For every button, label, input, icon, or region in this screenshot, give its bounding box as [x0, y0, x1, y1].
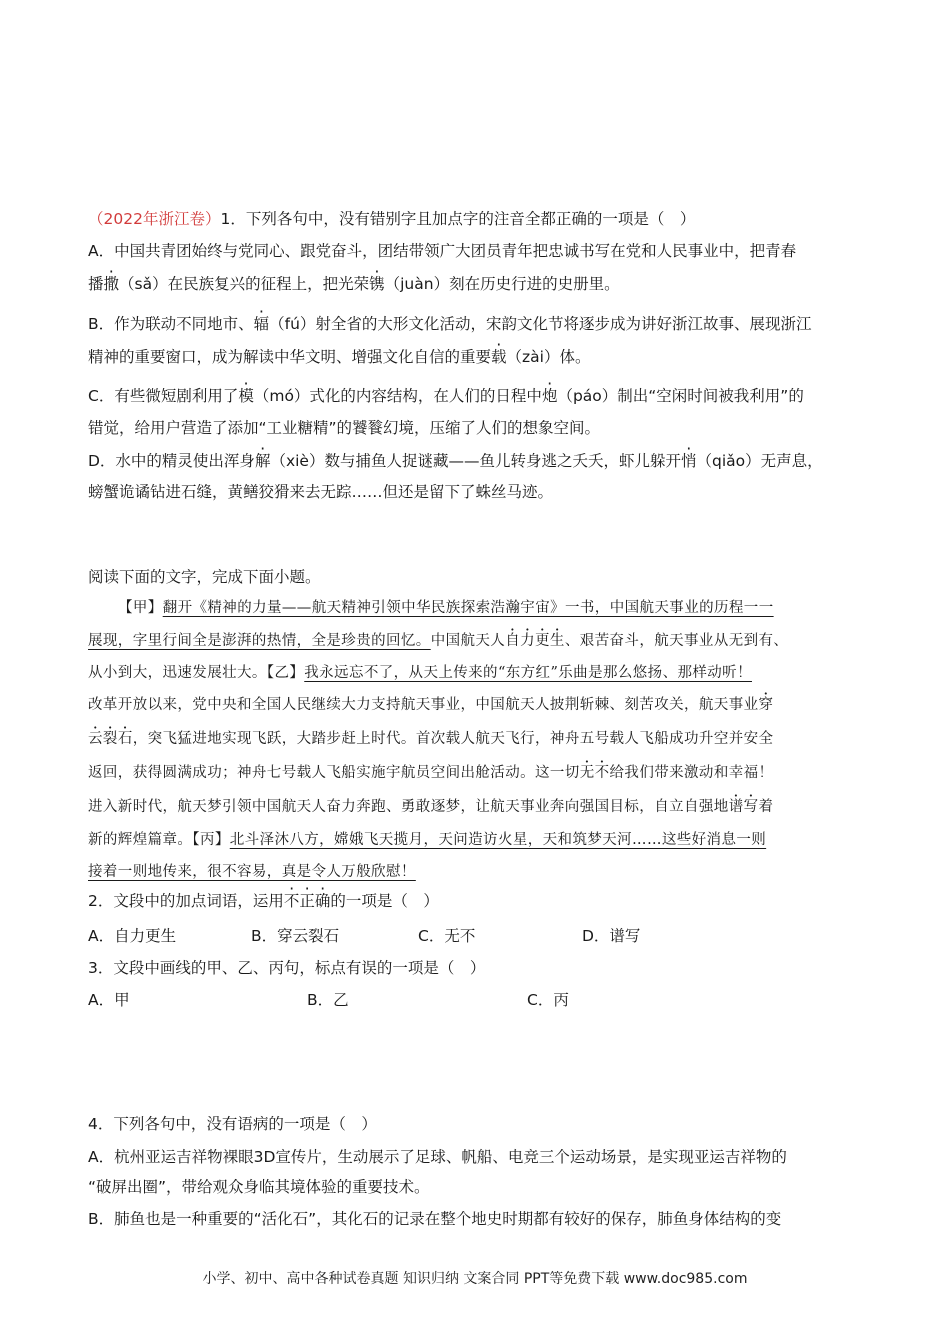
underlined-text: 翻开《精神的力量——航天精神引领中华民族探索浩瀚宇宙》一书，中国航天事业的历程一一	[162, 600, 774, 616]
underlined-text: 展现，字里行间全是澎湃的热情，全是珍贵的回忆。	[88, 633, 431, 649]
q4-option-a-line2: “破屏出圈”，带给观众身临其境体验的重要技术。	[88, 1178, 430, 1196]
passage-line8	[88, 829, 866, 851]
text: 精神的重要窗口，成为解读中华文明、增强文化自信的重要	[88, 348, 492, 366]
underlined-text: 北斗泽沐八方，嫦娥飞天揽月，天问造访火星，天和筑梦天河……这些好消息一则	[229, 832, 767, 848]
passage-line9	[88, 861, 866, 883]
q1-option-b-line2	[88, 346, 866, 368]
q2-option-d: D．谱写	[582, 927, 641, 945]
text: 进入新时代，航天梦引领中国航天人奋力奔跑、勇敢逐梦，让航天事业奔向强国目标，自立自强地	[88, 799, 729, 815]
passage-line5	[88, 728, 866, 750]
text: 播	[88, 275, 104, 293]
dotted-char: 力	[520, 633, 536, 649]
text: 着	[758, 799, 774, 815]
text: （juàn）刻在历史行进的史册里。	[384, 275, 620, 293]
q2-stem	[88, 890, 866, 912]
text: 、艰苦奋斗，航天事业从无到有、	[564, 633, 789, 649]
text: 中国航天人	[430, 633, 506, 649]
q1-option-a-line1: A．中国共青团始终与党同心、跟党奋斗，团结带领广大团员青年把忠诚书写在党和人民事业中，把青春	[88, 242, 797, 260]
dotted-char: 生	[549, 633, 565, 649]
dotted-char: 撒	[103, 275, 120, 293]
text: 从小到大，迅速发展壮大。【乙】	[88, 665, 305, 681]
dotted-char: 模	[238, 387, 254, 405]
passage-line3	[88, 662, 866, 684]
q1-stem: 1．下列各句中，没有错别字且加点字的注音全都正确的一项是（ ）	[220, 210, 696, 228]
passage-line7	[88, 796, 866, 818]
text: （qiǎo）无声息，	[696, 452, 823, 470]
dotted-char: 自	[505, 633, 521, 649]
text: 【甲】	[118, 600, 163, 616]
text: （xiè）数与捕鱼人捉谜藏——鱼儿转身逃之夭夭，虾儿躲开	[270, 452, 681, 470]
q1-option-d-line1	[88, 450, 866, 472]
text: （mó）式化的内容结构，在人们的日程中	[253, 387, 542, 405]
text: ，突飞猛进地实现飞跃，大踏步赶上时代。首次载人航天飞行，神舟五号载人飞船成功升空并安全	[132, 731, 774, 747]
passage-intro: 阅读下面的文字，完成下面小题。	[88, 568, 321, 586]
q3-option-b: B．乙	[307, 991, 349, 1009]
q3-option-a: A．甲	[88, 991, 130, 1009]
text: 给我们带来激动和幸福！	[609, 765, 774, 781]
q1-stem-line	[88, 208, 866, 230]
q1-option-c-line1	[88, 385, 866, 407]
text: 返回，获得圆满成功；神舟七号载人飞船实施宇航员空间出舱活动。这一切	[88, 765, 580, 781]
dotted-char: 穿	[758, 697, 774, 713]
dotted-char: 写	[743, 799, 759, 815]
q4-option-b-line1: B．肺鱼也是一种重要的“活化石”，其化石的记录在整个地史时期都有较好的保存，肺鱼身体结构的变	[88, 1210, 782, 1228]
dotted-char: 载	[491, 348, 507, 366]
q1-source: （2022年浙江卷）	[88, 210, 221, 228]
underlined-text: 接着一则地传来，很不容易，真是令人万般欣慰！	[88, 864, 416, 880]
passage-line1	[118, 597, 866, 619]
passage-line6	[88, 762, 866, 784]
dotted-char: 石	[117, 731, 133, 747]
q1-option-a-line2	[88, 273, 866, 295]
passage-line4	[88, 694, 866, 716]
q1-option-d-line2: 螃蟹诡谲钻进石缝，黄鳝狡猾来去无踪……但还是留下了蛛丝马迹。	[88, 483, 554, 501]
underlined-text: 我永远忘不了，从天上传来的“东方红”乐曲是那么悠扬、那样动听！	[304, 665, 752, 681]
text: 新的辉煌篇章。【丙】	[88, 832, 230, 848]
text: 的一项是（ ）	[330, 892, 439, 910]
text: （sǎ）在民族复兴的征程上，把光荣	[119, 275, 370, 293]
dotted-char: 云	[88, 731, 103, 747]
text: C．有些微短剧利用了	[88, 387, 239, 405]
dotted-char: 无	[579, 765, 595, 781]
dotted-char: 谱	[728, 799, 744, 815]
footer-text: 小学、初中、高中各种试卷真题 知识归纳 文案合同 PPT等免费下载 www.doc985.com	[202, 1271, 748, 1287]
q4-stem: 4．下列各句中，没有语病的一项是（ ）	[88, 1115, 377, 1133]
q2-option-a: A．自力更生	[88, 927, 177, 945]
q3-option-c: C．丙	[527, 991, 569, 1009]
dotted-char: 炮	[541, 387, 558, 405]
text: 2．文段中的加点词语，运用	[88, 892, 284, 910]
dotted-char: 确	[314, 892, 331, 910]
q1-option-c-line2: 错觉，给用户营造了添加“工业糖精”的饕餮幻境，压缩了人们的想象空间。	[88, 419, 601, 437]
q4-option-a-line1: A．杭州亚运吉祥物裸眼3D宣传片，生动展示了足球、帆船、电竞三个运动场景，是实现亚运吉祥物的	[88, 1148, 787, 1166]
text: 改革开放以来，党中央和全国人民继续大力支持航天事业，中国航天人披荆斩棘、刻苦攻关，航天事业	[88, 697, 759, 713]
dotted-char: 镌	[369, 275, 385, 293]
dotted-char: 辐	[253, 315, 270, 333]
q1-option-b-line1	[88, 313, 866, 335]
dotted-char: 正	[299, 892, 315, 910]
dotted-char: 裂	[102, 731, 118, 747]
text: D．水中的精灵使出浑身	[88, 452, 255, 470]
q2-option-c: C．无不	[418, 927, 476, 945]
dotted-char: 解	[254, 452, 271, 470]
dotted-char: 悄	[680, 452, 697, 470]
passage-line2	[88, 630, 866, 652]
text: （páo）制出“空闲时间被我利用”的	[557, 387, 804, 405]
dotted-char: 更	[535, 633, 550, 649]
text: （zài）体。	[506, 348, 591, 366]
text: （fú）射全省的大形文化活动，宋韵文化节将逐步成为讲好浙江故事、展现浙江	[269, 315, 812, 333]
dotted-char: 不	[594, 765, 610, 781]
text: B．作为联动不同地市、	[88, 315, 254, 333]
q3-stem: 3．文段中画线的甲、乙、丙句，标点有误的一项是（ ）	[88, 959, 486, 977]
q2-option-b: B．穿云裂石	[251, 927, 340, 945]
dotted-char: 不	[283, 892, 300, 910]
